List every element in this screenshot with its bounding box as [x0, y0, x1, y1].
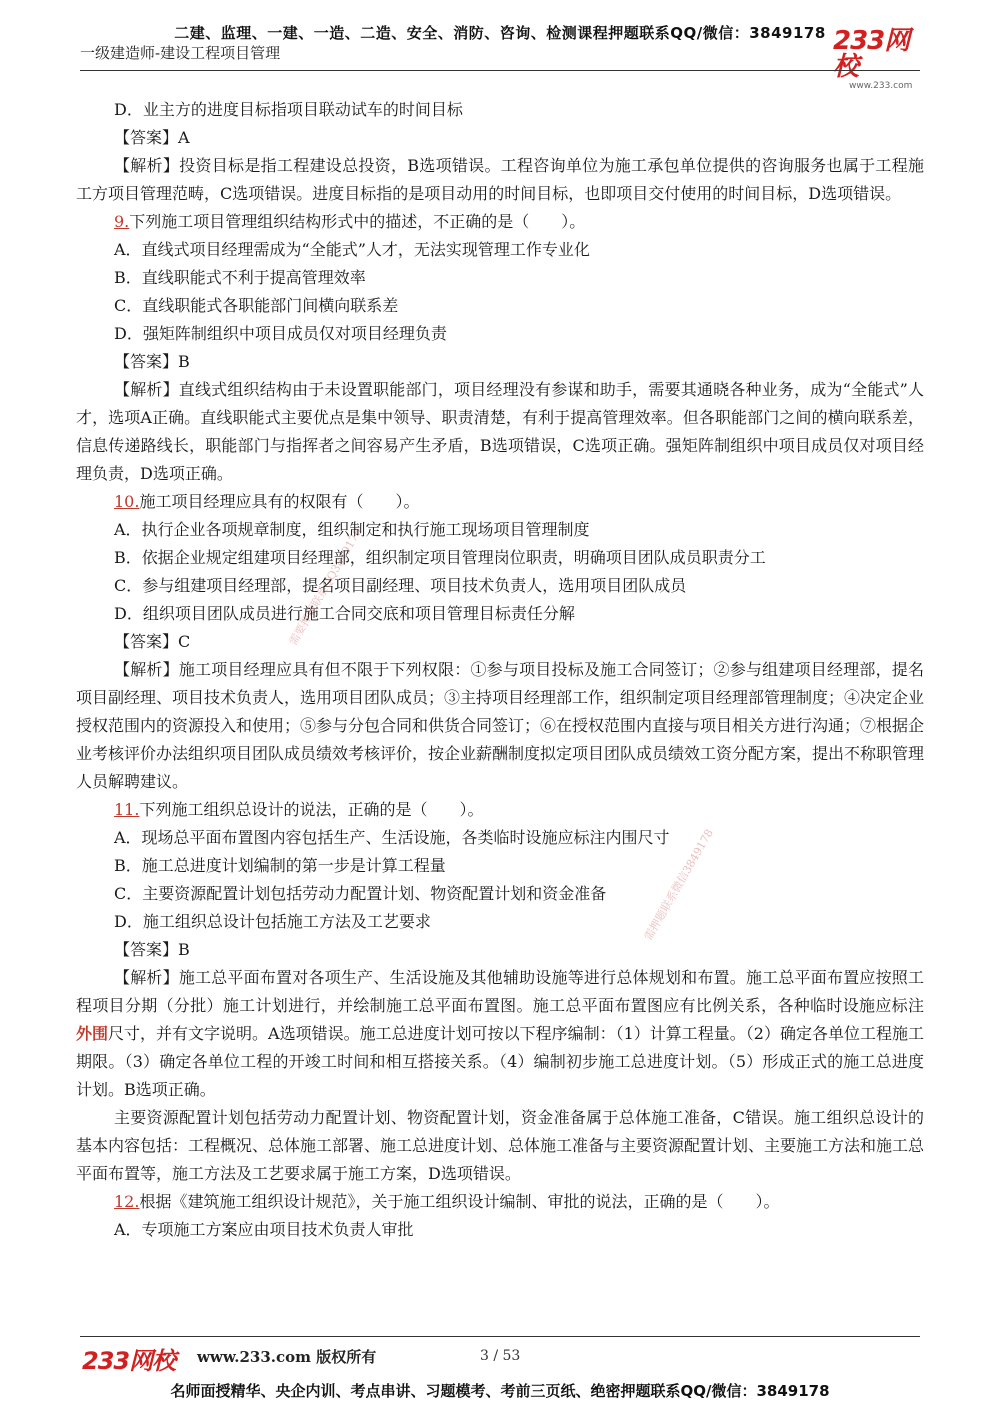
explanation: 【解析】投资目标是指工程建设总投资，B选项错误。工程咨询单位为施工承包单位提供的咨询服务也属于工程施工方项目管理范畴，C选项错误。进度目标指的是项目动用的时间目标，也即项目交付使用的时间目标，D选项错误。	[76, 156, 924, 203]
option-b: B．依据企业规定组建项目经理部，组织制定项目管理岗位职责，明确项目团队成员职责分工	[114, 548, 766, 567]
option-a: A．专项施工方案应由项目技术负责人审批	[114, 1220, 414, 1239]
question-10	[76, 488, 924, 516]
explanation: 【解析】直线式组织结构由于未设置职能部门，项目经理没有参谋和助手，需要其通晓各种业务，成为“全能式”人才，选项A正确。直线职能式主要优点是集中领导、职责清楚，有利于提高管理效率。但各职能部门之间的横向联系差，信息传递路线长，职能部门与指挥者之间容易产生矛盾，B选项错误，C选项正确。强矩阵制组织中项目成员仅对项目经理负责，D选项正确。	[76, 380, 924, 483]
highlighted-term: 外围	[76, 1024, 109, 1043]
question-text: 根据《建筑施工组织设计规范》，关于施工组织设计编制、审批的说法，正确的是（ ）。	[139, 1192, 780, 1211]
answer: 【答案】B	[114, 352, 190, 371]
logo-text: 233网校	[833, 26, 910, 82]
option-a: A．执行企业各项规章制度，组织制定和执行施工现场项目管理制度	[114, 520, 590, 539]
question-number: 10.	[114, 492, 140, 511]
answer: 【答案】A	[114, 128, 190, 147]
explanation-text: 【解析】施工总平面布置对各项生产、生活设施及其他辅助设施等进行总体规划和布置。施工总平面布置应按照工程项目分期（分批）施工计划进行，并绘制施工总平面布置图。施工总平面布置图应有比例关系，各种临时设施应标注	[76, 968, 924, 1015]
header-banner: 二建、监理、一建、一造、二造、安全、消防、咨询、检测课程押题联系QQ/微信：3849178	[174, 24, 826, 42]
option-a: A．直线式项目经理需成为“全能式”人才，无法实现管理工作专业化	[114, 240, 590, 259]
question-text: 施工项目经理应具有的权限有（ ）。	[139, 492, 420, 511]
question-12	[76, 1188, 924, 1216]
option-b: B．施工总进度计划编制的第一步是计算工程量	[114, 856, 446, 875]
footer-copyright: www.233.com 版权所有	[197, 1348, 377, 1366]
option-c: C．主要资源配置计划包括劳动力配置计划、物资配置计划和资金准备	[114, 884, 607, 903]
question-number: 12.	[114, 1192, 140, 1211]
question-text: 下列施工项目管理组织结构形式中的描述，不正确的是（ ）。	[129, 212, 586, 231]
header-divider	[80, 70, 920, 71]
footer-logo: 233网校	[82, 1347, 176, 1375]
question-number: 11.	[114, 800, 140, 819]
watermark-1: 需要押题联系QQ3849178	[286, 525, 365, 648]
option-c: C．直线职能式各职能部门间横向联系差	[114, 296, 399, 315]
question-number: 9.	[114, 212, 130, 231]
footer-divider	[80, 1336, 920, 1337]
question-11	[76, 796, 924, 824]
logo-url: www.233.com	[849, 81, 913, 91]
question-text: 下列施工组织总设计的说法，正确的是（ ）。	[139, 800, 484, 819]
answer: 【答案】C	[114, 632, 191, 651]
subject-title: 一级建造师-建设工程项目管理	[80, 44, 281, 62]
question-9	[76, 208, 924, 236]
option-d: D．施工组织总设计包括施工方法及工艺要求	[114, 912, 431, 931]
option-d: D．强矩阵制组织中项目成员仅对项目经理负责	[114, 324, 447, 343]
watermark-2: 需押题联系微信3849178	[641, 826, 716, 943]
explanation	[76, 964, 924, 1104]
brand-logo	[833, 26, 933, 91]
option-d: D．业主方的进度目标指项目联动试车的时间目标	[114, 100, 463, 119]
explanation: 【解析】施工项目经理应具有但不限于下列权限：①参与项目投标及施工合同签订；②参与组建项目经理部，提名项目副经理、项目技术负责人，选用项目团队成员；③主持项目经理部工作，组织制定项目经理部管理制度；④决定企业授权范围内的资源投入和使用；⑤参与分包合同和供货合同签订；⑥在授权范围内直接与项目相关方进行沟通；⑦根据企业考核评价办法组织项目团队成员绩效考核评价，按企业薪酬制度拟定项目团队成员绩效工资分配方案，提出不称职管理人员解聘建议。	[76, 660, 925, 791]
option-c: C．参与组建项目经理部，提名项目副经理、项目技术负责人，选用项目团队成员	[114, 576, 687, 595]
answer: 【答案】B	[114, 940, 190, 959]
explanation-continued: 主要资源配置计划包括劳动力配置计划、物资配置计划，资金准备属于总体施工准备，C错误。施工组织总设计的基本内容包括：工程概况、总体施工部署、施工总进度计划、总体施工准备与主要资源配置计划、主要施工方法和施工总平面布置等，施工方法及工艺要求属于施工方案，D选项错误。	[76, 1108, 925, 1183]
document-body	[76, 96, 924, 1244]
option-b: B．直线职能式不利于提高管理效率	[114, 268, 366, 287]
footer-banner: 名师面授精华、央企内训、考点串讲、习题模考、考前三页纸、绝密押题联系QQ/微信：3849178	[170, 1382, 830, 1400]
page-number: 3 / 53	[480, 1348, 521, 1364]
option-d: D．组织项目团队成员进行施工合同交底和项目管理目标责任分解	[114, 604, 575, 623]
option-a: A．现场总平面布置图内容包括生产、生活设施，各类临时设施应标注内围尺寸	[114, 828, 670, 847]
explanation-text: 尺寸，并有文字说明。A选项错误。施工总进度计划可按以下程序编制：（1）计算工程量。（2）确定各单位工程施工期限。（3）确定各单位工程的开竣工时间和相互搭接关系。（4）编制初步施工总进度计划。（5）形成正式的施工总进度计划。B选项正确。	[76, 1024, 924, 1099]
